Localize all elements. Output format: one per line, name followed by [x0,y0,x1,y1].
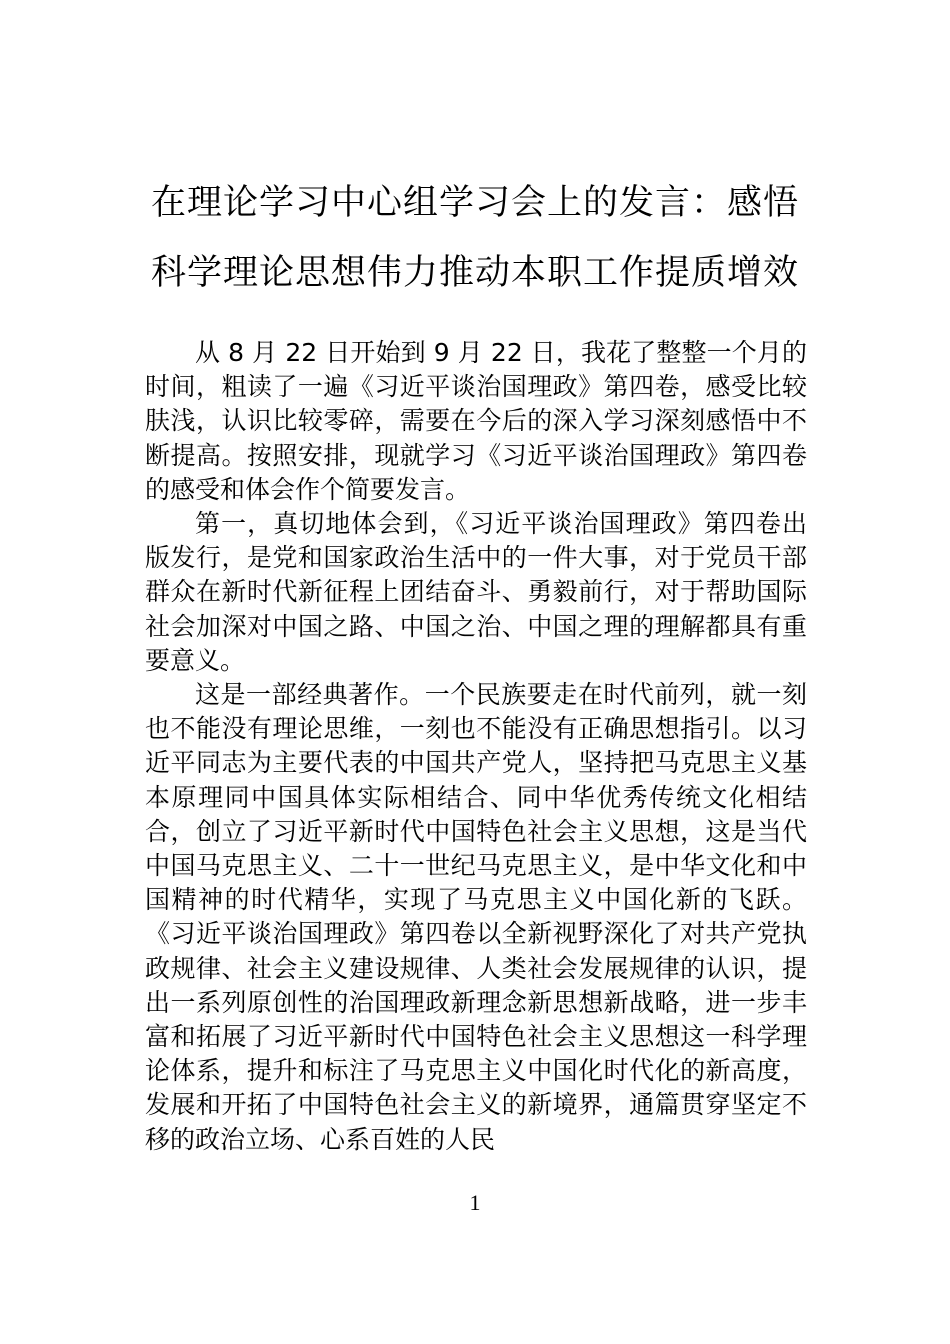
document-body [145,336,807,1157]
title-line-1: 在理论学习中心组学习会上的发言：感悟 [150,183,799,223]
paragraph-2: 第一，真切地体会到，《习近平谈治国理政》第四卷出版发行，是党和国家政治生活中的一件大事，对于党员干部群众在新时代新征程上团结奋斗、勇毅前行，对于帮助国际社会加深对中国之路、中国之治、中国之理的理解都具有重要意义。 [145,509,807,675]
title-line-2: 科学理论思想伟力推动本职工作提质增效 [150,253,799,293]
page-number: 1 [469,1190,481,1215]
paragraph-3: 这是一部经典著作。一个民族要走在时代前列，就一刻也不能没有理论思维，一刻也不能没有正确思想指引。以习近平同志为主要代表的中国共产党人，坚持把马克思主义基本原理同中国具体实际相结合、同中华优秀传统文化相结合，创立了习近平新时代中国特色社会主义思想，这是当代中国马克思主义、二十一世纪马克思主义，是中华文化和中国精神的时代精华，实现了马克思主义中国化新的飞跃。《习近平谈治国理政》第四卷以全新视野深化了对共产党执政规律、社会主义建设规律、人类社会发展规律的认识，提出一系列原创性的治国理政新理念新思想新战略，进一步丰富和拓展了习近平新时代中国特色社会主义思想这一科学理论体系，提升和标注了马克思主义中国化时代化的新高度，发展和开拓了中国特色社会主义的新境界，通篇贯穿坚定不移的政治立场、心系百姓的人民 [145,680,807,1154]
paragraph-1: 从 8 月 22 日开始到 9 月 22 日，我花了整整一个月的时间，粗读了一遍《习近平谈治国理政》第四卷，感受比较肤浅，认识比较零碎，需要在今后的深入学习深刻感悟中不断提高。按照安排，现就学习《习近平谈治国理政》第四卷的感受和体会作个简要发言。 [145,338,807,504]
document-title [145,168,805,308]
